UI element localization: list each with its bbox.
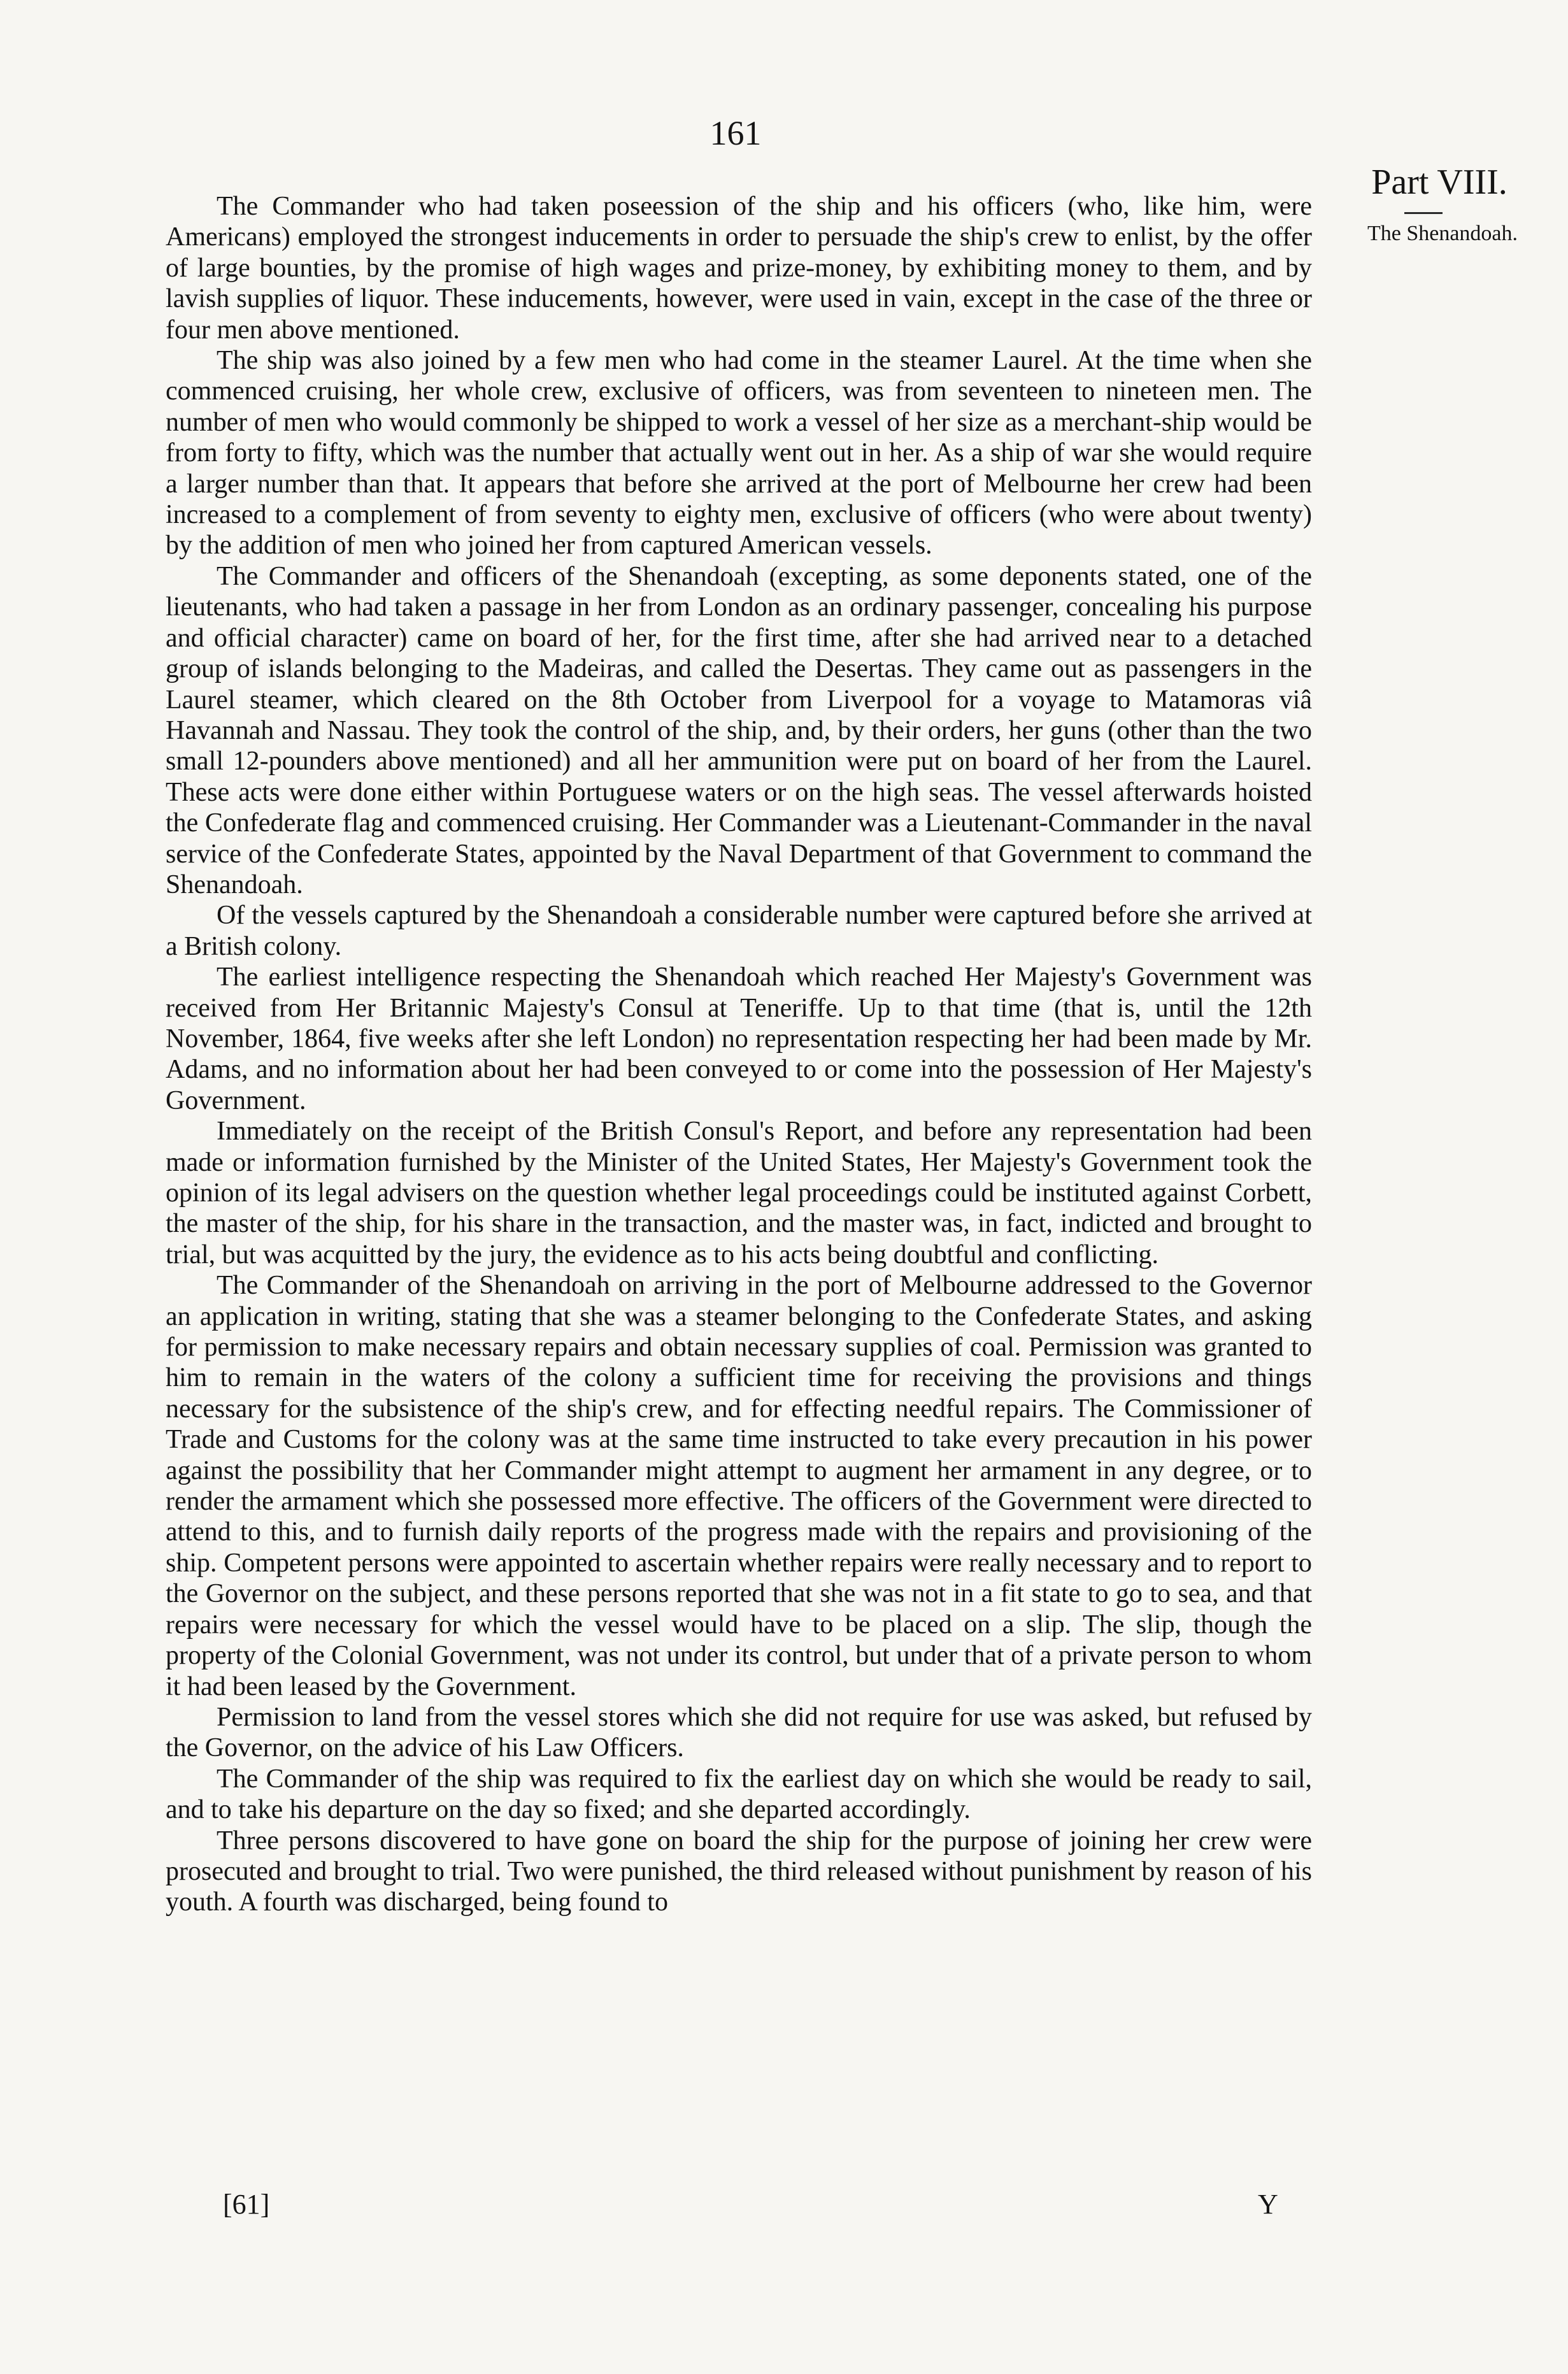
margin-subject-label: The Shenandoah. xyxy=(1367,222,1518,245)
paragraph: Immediately on the receipt of the British Consul's Report, and before any representation had been made or information furnished by the Minister of the United States, Her Majesty's Government took the opinion of its legal advisers on the question whether legal proceedings could be instituted against Corbett, the master of the ship, for his share in the transaction, and the master was, in fact, indicted and brought to trial, but was acquitted by the jury, the evidence as to his acts being doubtful and conflicting. xyxy=(166,1117,1312,1269)
paragraph: Permission to land from the vessel stores which she did not require for use was asked, but refused by the Governor, on the advice of his Law Officers. xyxy=(166,1702,1312,1763)
margin-rule xyxy=(1404,212,1443,214)
signature-mark: [61] xyxy=(223,2189,270,2220)
margin-part-label: Part VIII. xyxy=(1371,162,1507,202)
paragraph: The Commander and officers of the Shenandoah (excepting, as some deponents stated, one of the lieutenants, who had taken a passage in her from London as an ordinary passenger, concealing his purpose and official character) came on board of her, for the first time, after she had arrived near to a detached group of islands belonging to the Madeiras, and called the Desertas. They came out as passengers in the Laurel steamer, which cleared on the 8th October from Liverpool for a voyage to Matamoras viâ Havannah and Nassau. They took the control of the ship, and, by their orders, her guns (other than the two small 12-pounders above mentioned) and all her ammunition were put on board of her from the Laurel. These acts were done either within Portuguese waters or on the high seas. The vessel afterwards hoisted the Confederate flag and commenced cruising. Her Commander was a Lieutenant-Commander in the naval service of the Confederate States, appointed by the Naval Department of that Government to command the Shenandoah. xyxy=(166,561,1312,899)
paragraph: Of the vessels captured by the Shenandoah a considerable number were captured before she arrived at a British colony. xyxy=(166,901,1312,961)
paragraph: The ship was also joined by a few men who had come in the steamer Laurel. At the time when she commenced cruising, her whole crew, exclusive of officers, was from seventeen to nineteen men. The number of men who would commonly be shipped to work a vessel of her size as a merchant-ship would be from forty to fifty, which was the number that actually went out in her. As a ship of war she would require a larger number than that. It appears that before she arrived at the port of Melbourne her crew had been increased to a complement of from seventy to eighty men, exclusive of officers (who were about twenty) by the addition of men who joined her from captured American vessels. xyxy=(166,346,1312,561)
catchword: Y xyxy=(1258,2189,1278,2220)
paragraph: The Commander of the Shenandoah on arriving in the port of Melbourne addressed to the Governor an application in writing, stating that she was a steamer belonging to the Confederate States, and asking for permission to make necessary repairs and obtain necessary supplies of coal. Permission was granted to him to remain in the waters of the colony a sufficient time for receiving the provisions and things necessary for the subsistence of the ship's crew, and for effecting needful repairs. The Commissioner of Trade and Customs for the colony was at the same time instructed to take every precaution in his power against the possibility that her Commander might attempt to augment her armament in any degree, or to render the armament which she possessed more effective. The officers of the Government were directed to attend to this, and to furnish daily reports of the progress made with the repairs and provisioning of the ship. Competent persons were appointed to ascertain whether repairs were really necessary and to report to the Governor on the subject, and these persons reported that she was not in a fit state to go to sea, and that repairs were necessary for which the vessel would have to be placed on a slip. The slip, though the property of the Colonial Government, was not under its control, but under that of a private person to whom it had been leased by the Government. xyxy=(166,1271,1312,1701)
paragraph: Three persons discovered to have gone on board the ship for the purpose of joining her crew were prosecuted and brought to trial. Two were punished, the third released without punishment by reason of his youth. A fourth was discharged, being found to xyxy=(166,1826,1312,1917)
paragraph: The earliest intelligence respecting the Shenandoah which reached Her Majesty's Government was received from Her Britannic Majesty's Consul at Teneriffe. Up to that time (that is, until the 12th November, 1864, five weeks after she left London) no representation respecting her had been made by Mr. Adams, and no information about her had been conveyed to or come into the possession of Her Majesty's Government. xyxy=(166,962,1312,1115)
paragraph: The Commander of the ship was required to fix the earliest day on which she would be ready to sail, and to take his departure on the day so fixed; and she departed accordingly. xyxy=(166,1764,1312,1825)
page-number: 161 xyxy=(709,114,762,152)
body-text xyxy=(166,191,1312,1918)
paragraph: The Commander who had taken poseession of the ship and his officers (who, like him, were Americans) employed the strongest inducements in order to persuade the ship's crew to enlist, by the offer of large bounties, by the promise of high wages and prize-money, by exhibiting money to them, and by lavish supplies of liquor. These inducements, however, were used in vain, except in the case of the three or four men above mentioned. xyxy=(166,192,1312,345)
